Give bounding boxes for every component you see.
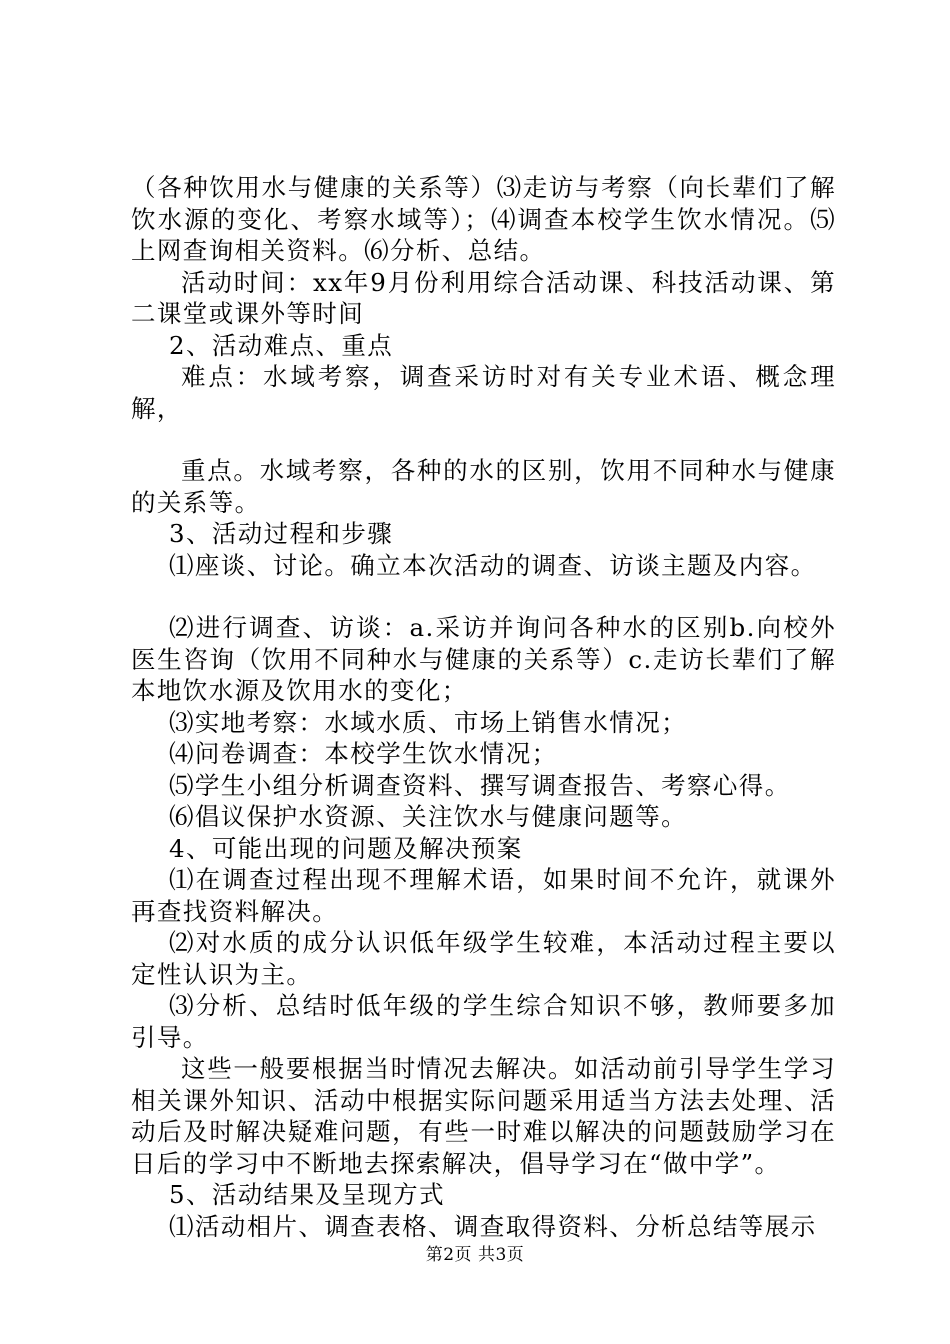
step-1: ⑴座谈、讨论。确立本次活动的调查、访谈主题及内容。	[169, 550, 817, 580]
paragraph-activity-time: 活动时间：xx年9月份利用综合活动课、科技活动课、第二课堂或课外等时间	[131, 267, 836, 328]
paragraph-solutions: 这些一般要根据当时情况去解决。如活动前引导学生学习相关课外知识、活动中根据实际问题采用适当方法去处理、活动后及时解决疑难问题，有些一时难以解决的问题鼓励学习在日后的学习中不断地去探索解决，倡导学习在“做中学”。	[131, 1054, 836, 1178]
step-3: ⑶实地考察：水域水质、市场上销售水情况；	[169, 707, 687, 737]
heading-problems: 4、可能出现的问题及解决预案	[169, 833, 523, 863]
result-1: ⑴活动相片、调查表格、调查取得资料、分析总结等展示	[169, 1211, 817, 1241]
heading-results: 5、活动结果及呈现方式	[169, 1180, 445, 1209]
page-footer: 第2页 共3页	[425, 1245, 525, 1265]
step-6: ⑹倡议保护水资源、关注饮水与健康问题等。	[169, 802, 687, 831]
blank-line	[131, 581, 836, 612]
heading-difficulties: 2、活动难点、重点	[169, 330, 394, 360]
step-4: ⑷问卷调查：本校学生饮水情况；	[169, 739, 558, 768]
paragraph-difficulty: 难点：水域考察，调查采访时对有关专业术语、概念理解，	[131, 362, 836, 423]
problem-2: ⑵对水质的成分认识低年级学生较难，本活动过程主要以定性认识为主。	[131, 928, 836, 989]
document-body	[131, 172, 836, 1242]
paragraph-continuation: （各种饮用水与健康的关系等）⑶走访与考察（向长辈们了解饮水源的变化、考察水域等）；⑷调查本校学生饮水情况。⑸上网查询相关资料。⑹分析、总结。	[131, 173, 836, 265]
heading-process: 3、活动过程和步骤	[169, 519, 394, 548]
step-5: ⑸学生小组分析调查资料、撰写调查报告、考察心得。	[169, 770, 791, 800]
problem-1: ⑴在调查过程出现不理解术语，如果时间不允许，就课外再查找资料解决。	[131, 865, 836, 926]
blank-line	[131, 424, 836, 455]
problem-3: ⑶分析、总结时低年级的学生综合知识不够，教师要多加引导。	[131, 991, 836, 1052]
step-2: ⑵进行调查、访谈：a.采访并询问各种水的区别b.向校外医生咨询（饮用不同种水与健康的关系等）c.走访长辈们了解本地饮水源及饮用水的变化；	[131, 613, 836, 705]
paragraph-keypoints: 重点。水域考察，各种的水的区别，饮用不同种水与健康的关系等。	[131, 456, 836, 517]
